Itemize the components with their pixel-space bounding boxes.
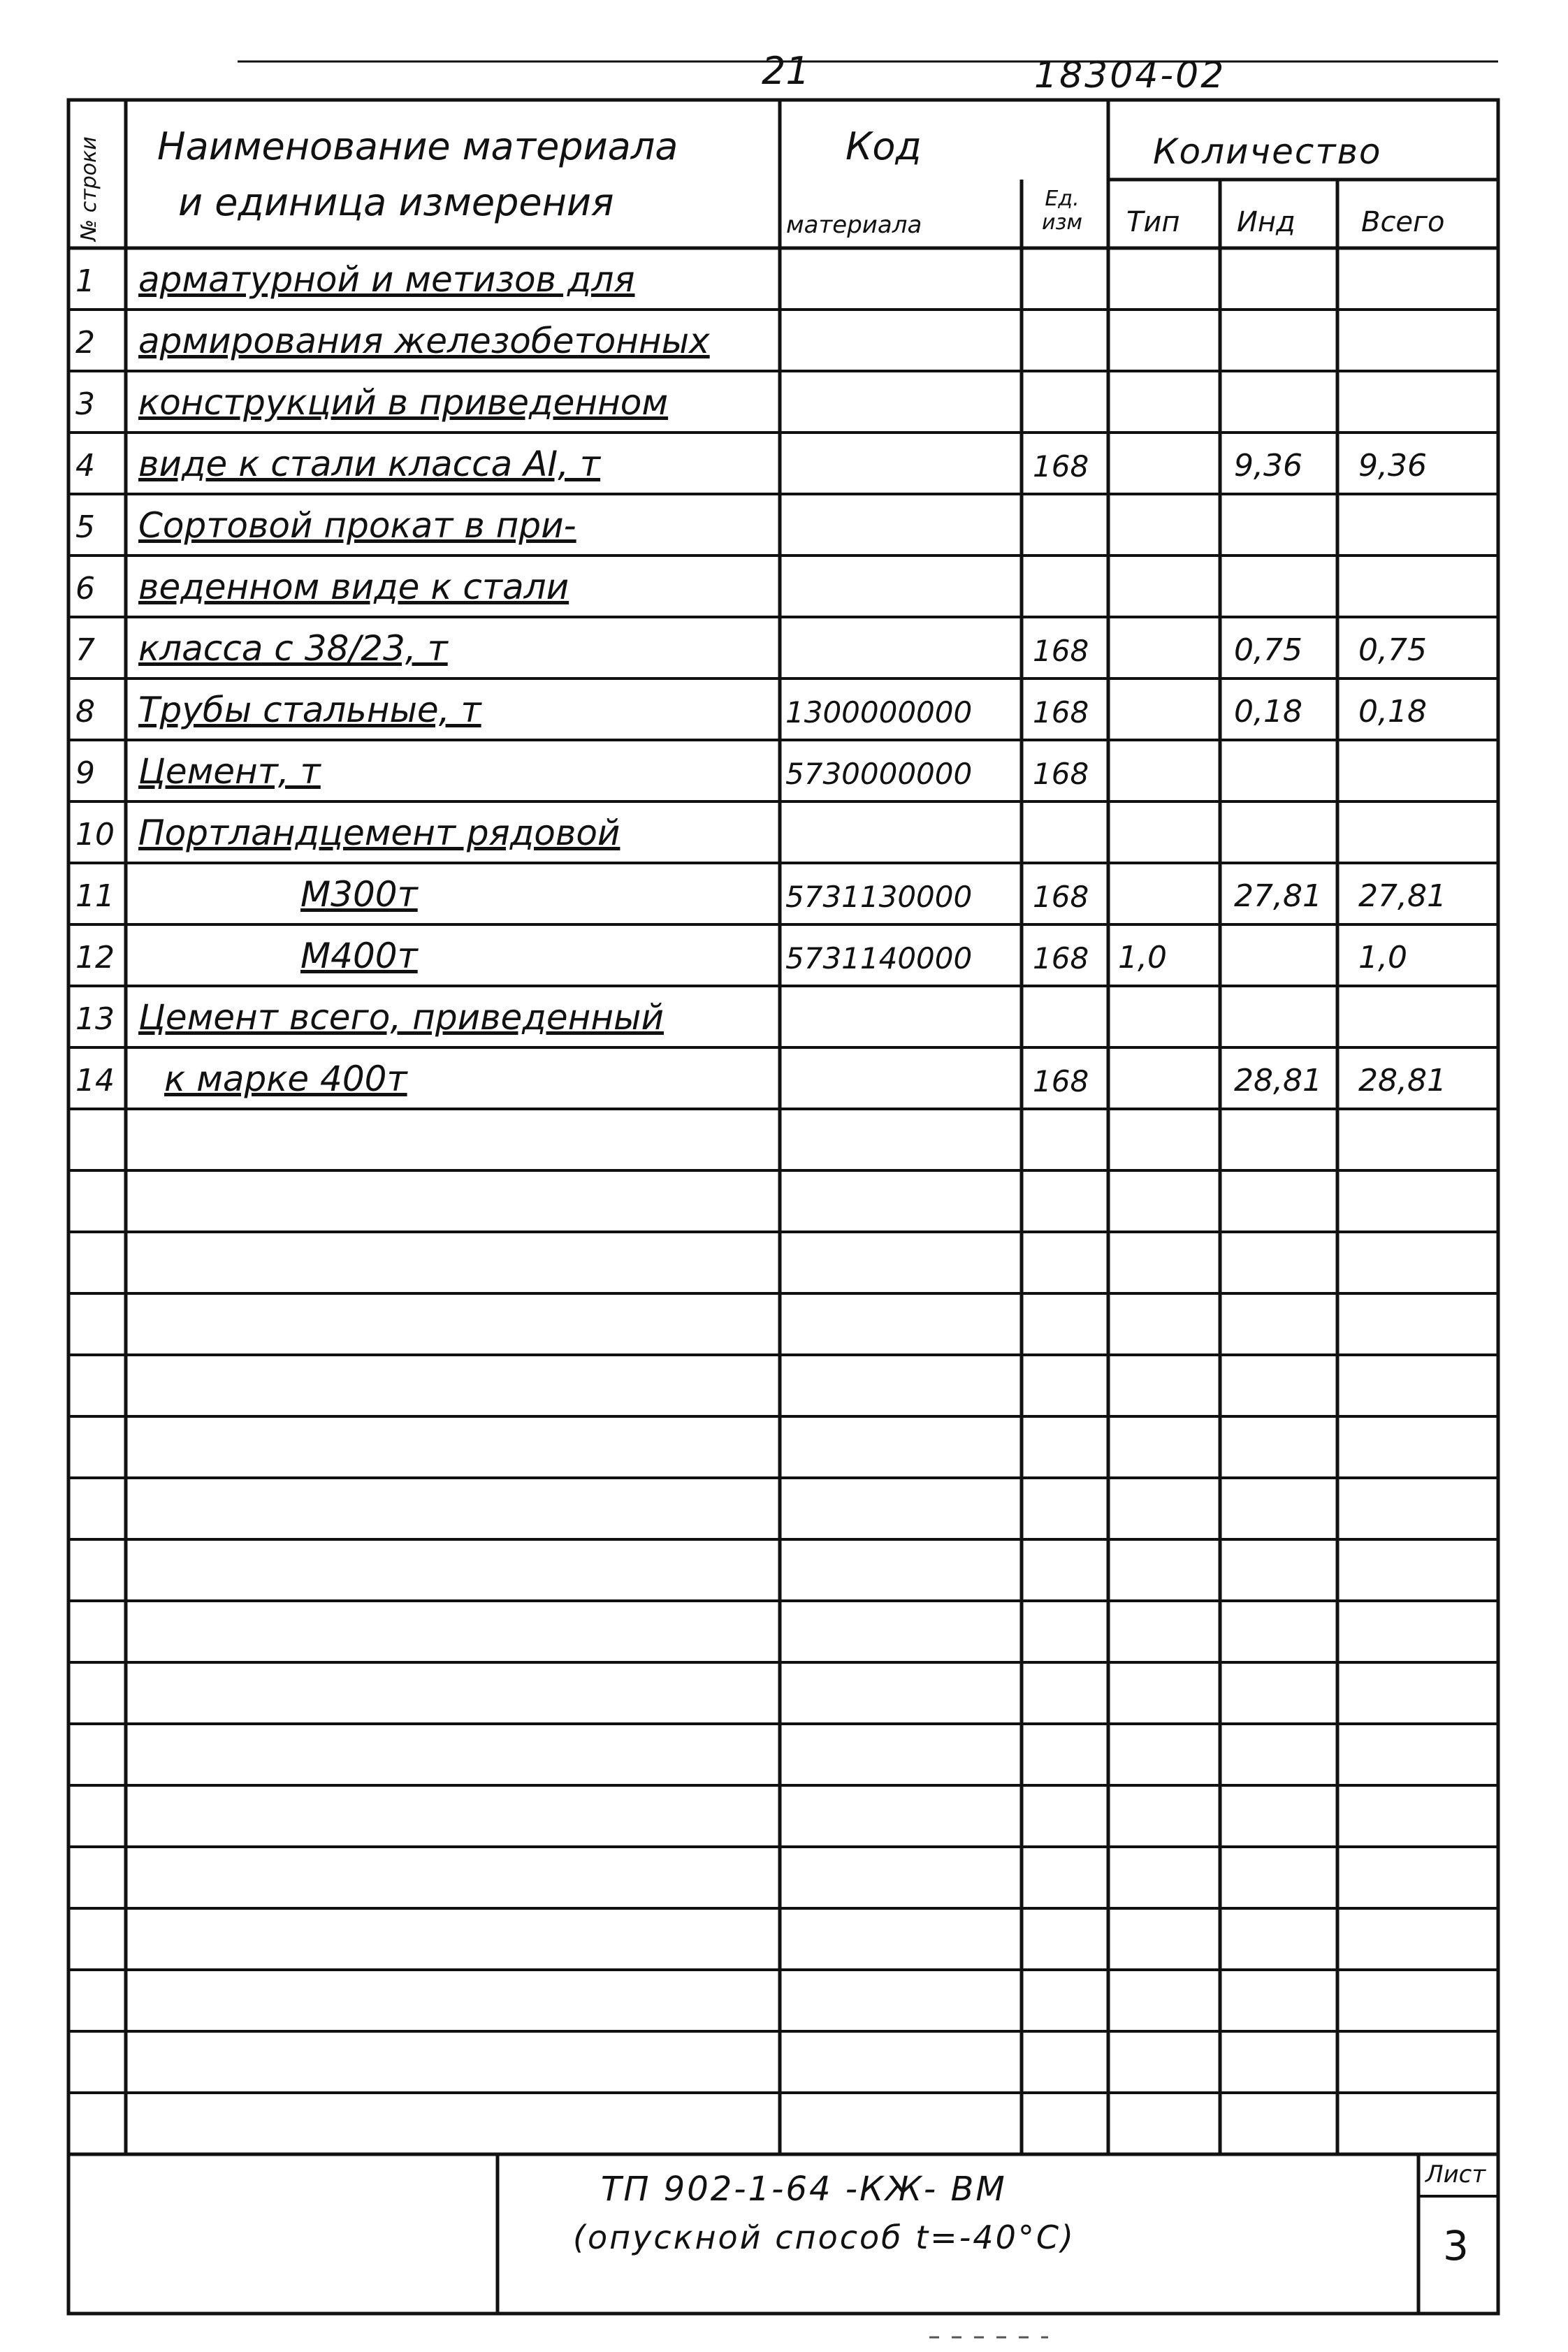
row-number-cell: 1 xyxy=(75,263,95,299)
sheet-label: Лист xyxy=(1425,2161,1486,2188)
qty-ind-cell: 0,75 xyxy=(1234,632,1302,668)
material-name-cell: М300т xyxy=(300,874,418,915)
row-number-cell: 6 xyxy=(75,571,95,607)
qty-ind-cell: 9,36 xyxy=(1234,448,1302,484)
material-name-cell: Цемент, т xyxy=(138,751,321,792)
material-name-cell: виде к стали класса AI, т xyxy=(138,444,601,484)
doc-designation-line2: (опускной способ t=-40°С) xyxy=(573,2219,1075,2256)
sheet-number: 3 xyxy=(1443,2222,1469,2270)
row-number-cell: 13 xyxy=(75,1001,115,1037)
row-number-cell: 12 xyxy=(75,940,115,975)
qty-ind-cell: 28,81 xyxy=(1234,1063,1322,1098)
material-code-cell: 5731140000 xyxy=(785,941,973,975)
page-number: 21 xyxy=(762,49,810,93)
material-name-cell: армирования железобетонных xyxy=(138,321,710,361)
unit-code-cell: 168 xyxy=(1033,757,1089,791)
material-name-cell: веденном виде к стали xyxy=(138,567,569,607)
material-name-cell: арматурной и метизов для xyxy=(138,259,635,300)
material-name-cell: к марке 400т xyxy=(164,1059,407,1099)
qty-total-cell: 1,0 xyxy=(1358,940,1407,975)
code-header: Код xyxy=(845,124,922,168)
material-code-cell: 5730000000 xyxy=(785,757,973,791)
unit-code-cell: 168 xyxy=(1033,634,1089,668)
material-name-cell: М400т xyxy=(300,936,418,976)
qty-total-cell: 27,81 xyxy=(1358,878,1446,914)
row-number-cell: 2 xyxy=(75,325,95,361)
material-code-cell: 5731130000 xyxy=(785,880,973,914)
name-header-line2: и единица измерения xyxy=(178,180,614,224)
row-number-cell: 10 xyxy=(75,817,115,852)
row-number-cell: 3 xyxy=(75,386,95,422)
row-number-cell: 5 xyxy=(75,509,95,545)
doc-designation-line1: ТП 902-1-64 -КЖ- ВМ xyxy=(601,2170,1007,2209)
qty-ind-cell: 27,81 xyxy=(1234,878,1322,914)
unit-code-cell: 168 xyxy=(1033,449,1089,484)
unit-code-cell: 168 xyxy=(1033,695,1089,729)
unit-code-cell: 168 xyxy=(1033,941,1089,975)
qty-total-cell: 0,75 xyxy=(1358,632,1427,668)
row-number-header: № строки xyxy=(77,136,101,241)
qty-total-cell: 0,18 xyxy=(1358,694,1427,729)
name-header-line1: Наименование материала xyxy=(157,124,678,168)
qty-total-cell: 28,81 xyxy=(1358,1063,1446,1098)
unit-code-cell: 168 xyxy=(1033,1064,1089,1098)
code-material-header: материала xyxy=(786,211,922,239)
row-number-cell: 7 xyxy=(75,632,95,668)
material-name-cell: Портландцемент рядовой xyxy=(138,813,620,853)
row-number-cell: 11 xyxy=(75,878,115,914)
row-number-cell: 4 xyxy=(75,448,95,484)
type-header: Тип xyxy=(1126,206,1180,238)
qty-ind-cell: 0,18 xyxy=(1234,694,1302,729)
qty-type-cell: 1,0 xyxy=(1118,940,1167,975)
ind-header: Инд xyxy=(1237,206,1295,238)
row-number-cell: 14 xyxy=(75,1063,115,1098)
material-name-cell: Сортовой прокат в при- xyxy=(138,505,576,546)
total-header: Всего xyxy=(1361,206,1445,238)
material-code-cell: 1300000000 xyxy=(785,695,973,729)
qty-total-cell: 9,36 xyxy=(1358,448,1427,484)
material-name-cell: конструкций в приведенном xyxy=(138,382,669,423)
row-number-cell: 8 xyxy=(75,694,95,729)
material-name-cell: Цемент всего, приведенный xyxy=(138,997,664,1038)
unit-header: Ед. изм xyxy=(1041,187,1083,235)
quantity-header: Количество xyxy=(1153,131,1382,172)
document-code: 18304-02 xyxy=(1034,55,1226,96)
unit-code-cell: 168 xyxy=(1033,880,1089,914)
material-name-cell: Трубы стальные, т xyxy=(138,690,481,730)
material-name-cell: класса с 38/23, т xyxy=(138,628,448,669)
row-number-cell: 9 xyxy=(75,755,95,791)
